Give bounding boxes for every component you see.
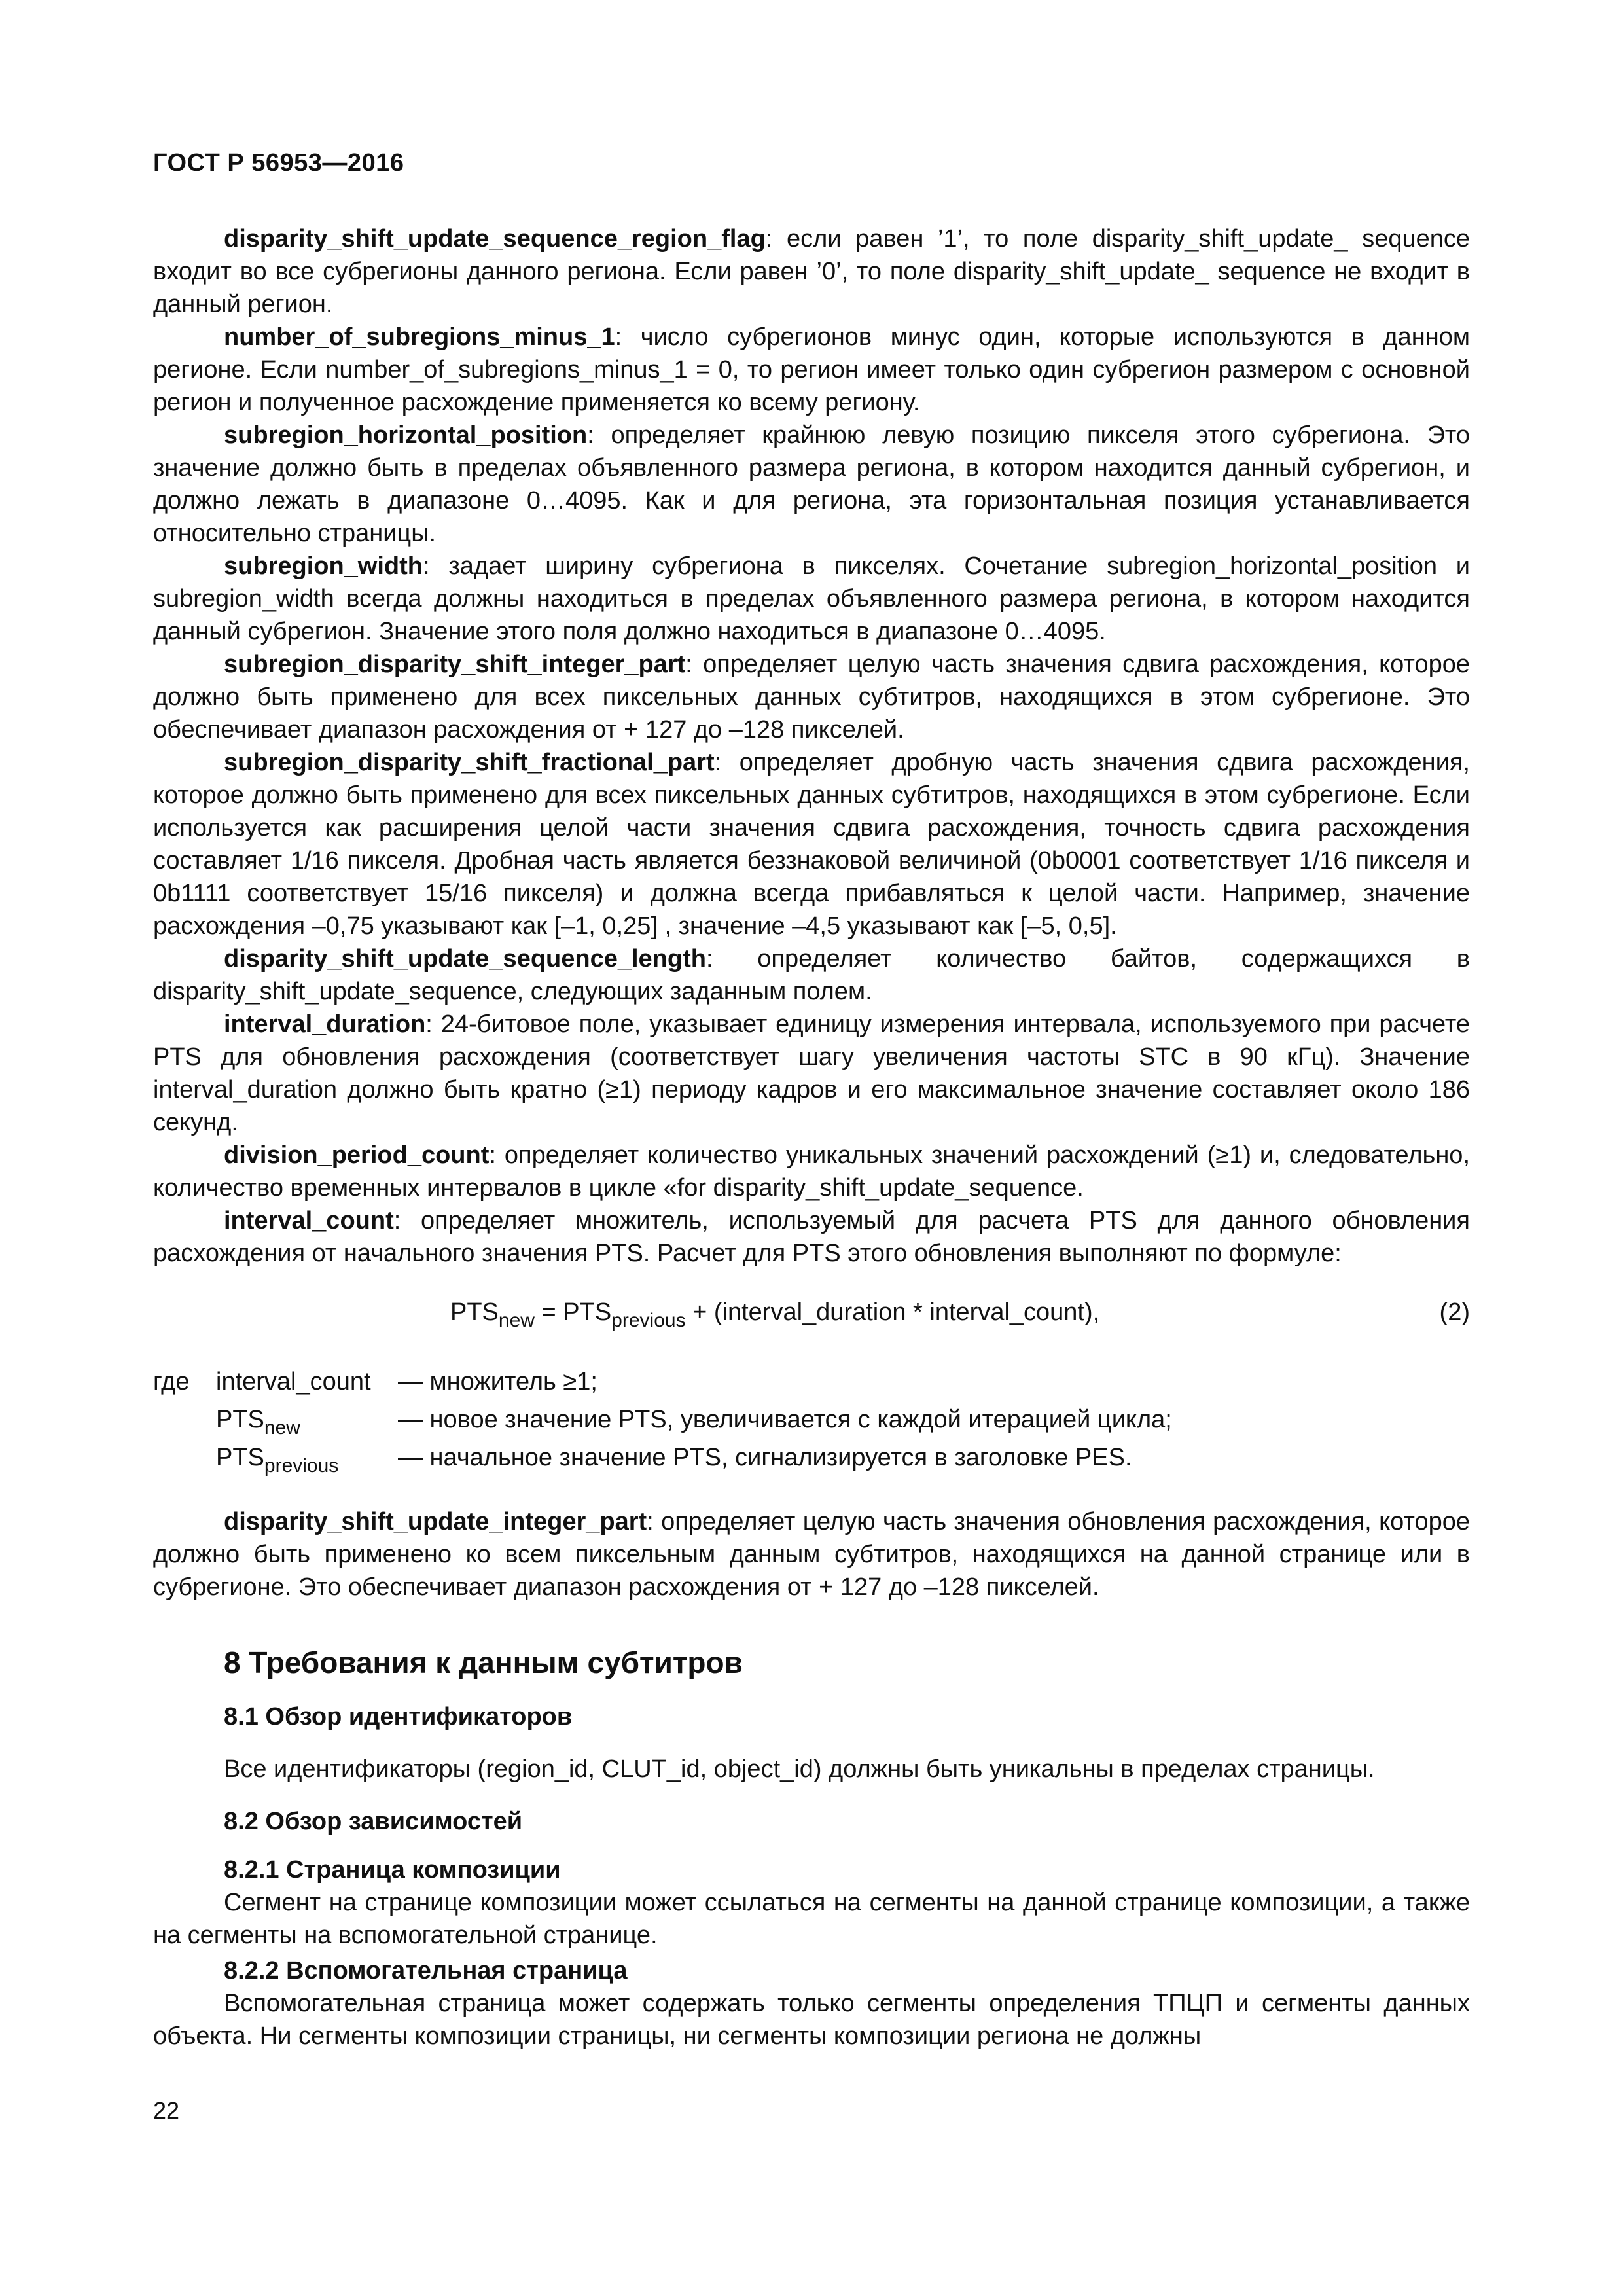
section-8-1-title: 8.1 Обзор идентификаторов [224,1703,573,1731]
definition-term: disparity_shift_update_integer_part [224,1508,647,1535]
definition-paragraph [153,648,1470,746]
section-8-2-2-text: Вспомогательная страница может содержать только сегменты определения ТПЦП и сегменты данных объекта. Ни сегменты композиции страницы, ни сегменты композиции региона не должны [153,1990,1470,2050]
where-term [216,1403,398,1439]
definition-text: : определяет множитель, используемый для расчета PTS для данного обновления расхождения от начального значения PTS. Расчет для PTS этого обновления выполняют по формуле: [153,1207,1470,1267]
where-term-subscript: previous [264,1455,339,1477]
definition-term: subregion_horizontal_position [224,422,588,449]
definition-paragraph [153,1139,1470,1204]
document-body [153,223,1470,2053]
formula-row [153,1288,1470,1347]
definition-term: interval_duration [224,1011,426,1038]
where-term-text: PTS [216,1406,264,1433]
definition-text: : если равен ’1’, то поле disparity_shift_update_ sequence входит во все субрегионы данного региона. Если равен ’0’, то поле disparity_shift_update_ sequence не входит в данный регион. [153,225,1470,318]
definition-term: division_period_count [224,1141,490,1169]
where-definition: — новое значение PTS, увеличивается с каждой итерацией цикла; [398,1406,1172,1433]
formula [450,1296,1099,1329]
definition-paragraph [153,1204,1470,1270]
definition-text: : число субрегионов минус один, которые используются в данном регионе. Если number_of_subregions_minus_1 = 0, то регион имеет только один субрегион размером с основной регион и полученное расхождение применяется ко всему региону. [153,323,1470,416]
section-8-2-2-title: 8.2.2 Вспомогательная страница [224,1957,628,1984]
definition-term: subregion_width [224,552,423,580]
formula-equals: = PTS [534,1299,612,1326]
where-term-subscript: new [264,1417,300,1439]
definition-text: : определяет количество байтов, содержащихся в disparity_shift_update_sequence, следующих заданным полем. [153,945,1470,1005]
definition-text: : определяет крайнюю левую позицию пикселя этого субрегиона. Это значение должно быть в пределах объявленного размера региона, в котором находится данный субрегион, и должно лежать в диапазоне 0…4095. Как и для региона, эта горизонтальная позиция устанавливается относительно страницы. [153,422,1470,547]
formula-lhs-subscript: new [498,1310,535,1331]
where-term-text: interval_count [216,1368,371,1395]
section-8-2-1-title: 8.2.1 Страница композиции [224,1856,561,1884]
where-term-text: PTS [216,1444,264,1471]
section-8-title: 8 Требования к данным субтитров [224,1645,743,1679]
where-term [216,1365,398,1398]
definition-term: disparity_shift_update_sequence_region_flag [224,225,766,253]
definition-paragraph [153,321,1470,419]
page-number: 22 [153,2097,180,2124]
definition-text: : определяет целую часть значения сдвига расхождения, которое должно быть применено для всех пиксельных данных субтитров, находящихся в этом субрегионе. Это обеспечивает диапазон расхождения от + 127 до –128 пикселей. [153,651,1470,744]
where-term [216,1441,398,1477]
definition-term: interval_count [224,1207,394,1234]
section-8-1-text: Все идентификаторы (region_id, CLUT_id, object_id) должны быть уникальны в пределах страницы. [224,1755,1375,1783]
where-lead: где [153,1368,190,1395]
definition-term: subregion_disparity_shift_fractional_part [224,749,715,776]
section-8-2-1-text: Сегмент на странице композиции может ссылаться на сегменты на данной странице композиции, а также на сегменты на вспомогательной странице. [153,1889,1470,1949]
formula-rhs-subscript: previous [611,1310,686,1331]
definition-paragraph [153,746,1470,942]
where-row [153,1403,1470,1441]
where-definition: — множитель ≥1; [398,1368,597,1395]
where-definition: — начальное значение PTS, сигнализируется в заголовке PES. [398,1444,1132,1471]
definition-paragraph [153,223,1470,321]
page-header: ГОСТ Р 56953—2016 [153,149,404,177]
definition-text: : определяет целую часть значения обновления расхождения, которое должно быть применено ко всем пиксельным данным субтитров, находящихся на данной странице или в субрегионе. Это обеспечивает диапазон расхождения от + 127 до –128 пикселей. [153,1508,1470,1601]
definition-term: disparity_shift_update_sequence_length [224,945,706,973]
definition-text: : определяет количество уникальных значений расхождений (≥1) и, следовательно, количество временных интервалов в цикле «for disparity_shift_update_sequence. [153,1141,1470,1202]
definition-term: number_of_subregions_minus_1 [224,323,615,351]
definition-text: : 24-битовое поле, указывает единицу измерения интервала, используемого при расчете PTS для обновления расхождения (соответствует шагу увеличения частоты STC в 90 кГц). Значение interval_duration должно быть кратно (≥1) периоду кадров и его максимальное значение составляет около 186 секунд. [153,1011,1470,1136]
formula-lhs: PTS [450,1299,499,1326]
definition-term: subregion_disparity_shift_integer_part [224,651,686,678]
where-block [153,1365,1470,1479]
definition-text: : определяет дробную часть значения сдвига расхождения, которое должно быть применено для всех пиксельных данных субтитров, находящихся в этом субрегионе. Если используется как расширения целой части значения сдвига расхождения, точность сдвига расхождения составляет 1/16 пикселя. Дробная часть является беззнаковой величиной (0b0001 соответствует 1/16 пикселя и 0b1111 соответствует 15/16 пикселя) и должна всегда прибавляться к целой части. Например, значение расхождения –0,75 указывают как [–1, 0,25] , значение –4,5 указывают как [–5, 0,5]. [153,749,1470,940]
definition-paragraph [153,419,1470,550]
definition-paragraph [153,550,1470,648]
where-row [153,1365,1470,1403]
formula-rhs: + (interval_duration * interval_count), [685,1299,1100,1326]
definition-text: : задает ширину субрегиона в пикселях. Сочетание subregion_horizontal_position и subregion_width всегда должны находиться в пределах объявленного размера региона, в котором находится данный субрегион. Значение этого поля должно находиться в диапазоне 0…4095. [153,552,1470,645]
section-8-2-title: 8.2 Обзор зависимостей [224,1808,523,1835]
definition-paragraph [153,942,1470,1008]
definition-paragraph [153,1008,1470,1139]
formula-number: (2) [1439,1299,1470,1326]
where-row [153,1441,1470,1479]
definition-paragraph [153,1505,1470,1604]
